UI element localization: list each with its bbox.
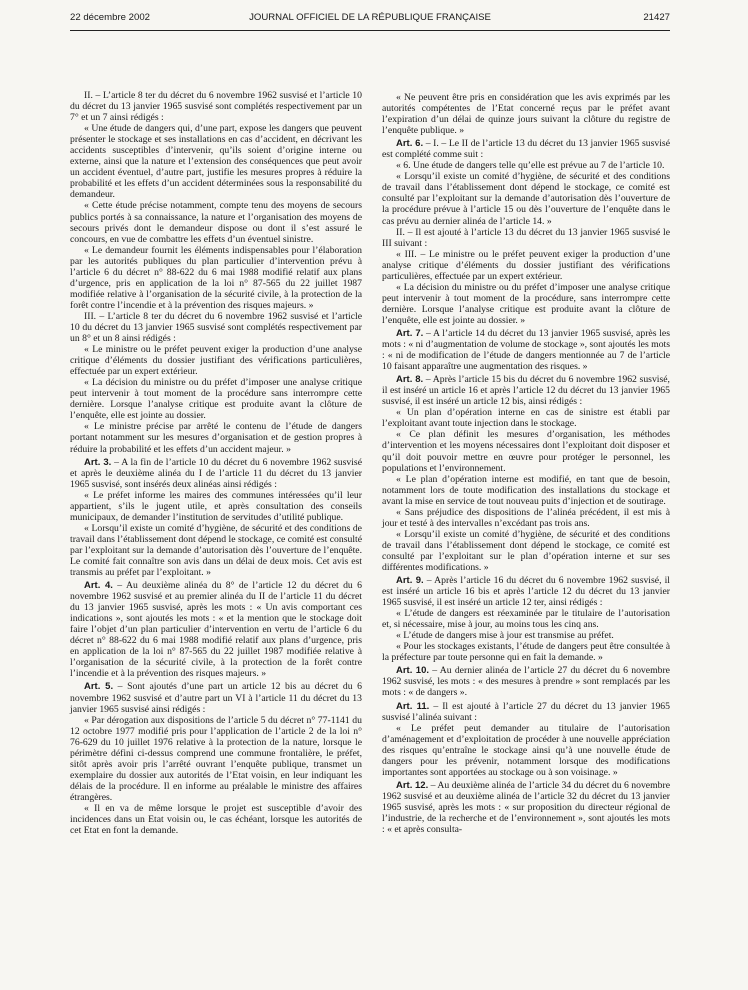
article-number: Art. 5. [84, 681, 114, 693]
paragraph-text: « Le ministre précise par arrêté le contenu de l’étude de dangers portant notamment sur les mesures d’organisation et de gestion propres à réduire la probabilité et les effets d’un accident majeur. » [70, 421, 362, 455]
paragraph [70, 377, 362, 421]
article-number: Art. 8. [396, 374, 424, 386]
paragraph [382, 227, 670, 249]
article-number: Art. 7. [396, 327, 424, 339]
article-paragraph [382, 374, 670, 407]
paragraph [382, 282, 670, 326]
paragraph-text: « Le demandeur fournit les éléments indispensables pour l’élaboration par les autorités publiques du plan particulier d’intervention prévu à l’article 6 du décret n° 88-622 du 6 mai 1988 modifié relatif aux plans d’urgence, pris en application de la loi n° 87-565 du 22 juillet 1987 modifiée relative à l’organisation de la sécurité civile, à la protection de la forêt contre l’incendie et à la prévention des risques majeurs. » [70, 244, 362, 311]
header-date: 22 décembre 2002 [70, 12, 151, 23]
paragraph-text: III. – L’article 8 ter du décret du 6 novembre 1962 susvisé et l’article 10 du décret du 13 janvier 1965 susvisé sont complétés respectivement par un 8° et un 8 ainsi rédigés : [70, 310, 362, 345]
paragraph-text: – Sont ajoutés d’une part un article 12 bis au décret du 6 novembre 1962 susvisé et d’autre part un VI à l’article 11 du décret du 13 janvier 1965 susvisé ainsi rédigés : [70, 681, 362, 715]
paragraph-text: « Une étude de dangers qui, d’une part, expose les dangers que peuvent présenter le stockage et ses installations en cas d’accident, en décrivant les accidents susceptibles d’intervenir, qu’ils soient d’origine interne ou externe, ainsi que la nature et l’extension des conséquences que peut avoir un accident éventuel, d’autre part, justifie les mesures propres à réduire la probabilité et les effets d’un accident déterminées sous la responsabilité du demandeur. [70, 123, 362, 201]
article-number: Art. 6. [396, 138, 424, 150]
header-page-number: 21427 [643, 12, 670, 23]
paragraph-text: « Sans préjudice des dispositions de l’alinéa précédent, il est mis à jour et testé à des intervalles n’excédant pas trois ans. [382, 506, 670, 529]
article-paragraph [70, 580, 362, 679]
paragraph [70, 200, 362, 244]
article-number: Art. 3. [84, 456, 112, 468]
paragraph-text: « Le plan d’opération interne est modifié, en tant que de besoin, notamment lors de toute modification des installations du stockage et avant la mise en service de tout nouveau puits d’injection et de soutirage. [382, 473, 670, 507]
article-paragraph [382, 665, 670, 698]
paragraph-text: « Le préfet peut demander au titulaire de l’autorisation d’aménagement et d’exploitation de procéder à une nouvelle appréciation des risques qu’entraîne le stockage ainsi qu’à une nouvelle étude de dangers pour les prévenir, notamment lorsque des modifications importantes sont apportées au stockage ou à son voisinage. » [382, 722, 670, 778]
paragraph-text: « Le préfet informe les maires des communes intéressées qu’il leur appartient, s’ils le jugent utile, et après consultation des conseils municipaux, de demander l’institution de servitudes d’utilité publique. [70, 489, 362, 523]
article-number: Art. 12. [396, 779, 429, 791]
paragraph-text: II. – L’article 8 ter du décret du 6 novembre 1962 susvisé et l’article 10 du décret du 13 janvier 1965 susvisé sont complétés respectivement par un 7° et un 7 ainsi rédigés : [70, 90, 362, 124]
paragraph [382, 160, 670, 171]
paragraph-text: « Ce plan définit les mesures d’organisation, les méthodes d’intervention et les moyens nécessaires dont l’exploitant doit disposer et qu’il doit pouvoir mettre en œuvre pour protéger le personnel, les populations et l’environnement. [382, 429, 670, 474]
article-paragraph [382, 701, 670, 723]
paragraph-text: – Il est ajouté à l’article 27 du décret du 13 janvier 1965 susvisé l’alinéa suivant : [382, 700, 670, 723]
paragraph-text: – Au deuxième alinéa du 8° de l’article 12 du décret du 6 novembre 1962 susvisé et au premier alinéa du II de l’article 11 du décret du 13 janvier 1965 susvisé, après les mots : « Un avis comportant ces indications », sont ajoutés les mots : « et la mention que le stockage doit faire l’objet d’un plan particulier d’intervention en vertu de l’article 6 du décret n° 88-622 du 6 mai 1988 modifié relatif aux plans d’urgence, pris en application de la loi n° 87-565 du 22 juillet 1987 modifiée relative à l’organisation de la sécurité civile, à la protection de la forêt contre l’incendie et à la prévention des risques majeurs. » [70, 580, 362, 680]
article-paragraph [382, 138, 670, 160]
article-paragraph [382, 328, 670, 372]
paragraph [382, 723, 670, 778]
paragraph [382, 630, 670, 641]
paragraph-text: – Après l’article 15 bis du décret du 6 novembre 1962 susvisé, il est inséré un article 16 et après l’article 12 du décret du 13 janvier 1965 susvisé, il est inséré un article 12 bis, ainsi rédigés : [382, 374, 670, 408]
paragraph [382, 407, 670, 429]
paragraph [382, 249, 670, 282]
paragraph [70, 344, 362, 377]
paragraph [382, 474, 670, 507]
right-column [382, 92, 670, 835]
header-rule [70, 30, 670, 31]
paragraph-text: – A l’article 14 du décret du 13 janvier 1965 susvisé, après les mots : « ni d’augmentation de volume de stockage », sont ajoutés les mots : « ni de modification de l’étude de dangers mentionnée au 7 de l’article 10 faisant apparaître une augmentation des risques. » [382, 327, 670, 373]
paragraph-text: « L’étude de dangers mise à jour est transmise au préfet. [396, 630, 614, 642]
paragraph-text: « La décision du ministre ou du préfet d’imposer une analyse critique peut intervenir à tout moment de la procédure, sans interrompre cette dernière. Lorsque l’analyse critique est produite avant la clôture de l’enquête, elle est jointe au dossier. » [382, 281, 670, 326]
article-paragraph [70, 457, 362, 490]
paragraph [382, 608, 670, 630]
paragraph-text: « III. – Le ministre ou le préfet peuvent exiger la production d’une analyse critique d’éléments du dossier justifiant des vérifications particulières, effectuée par un expert extérieur. [382, 248, 670, 282]
paragraph [70, 245, 362, 311]
paragraph [382, 507, 670, 529]
paragraph [382, 529, 670, 573]
paragraph-text: – Au dernier alinéa de l’article 27 du décret du 6 novembre 1962 susvisé, les mots : « des mesures à prendre » sont remplacés par les mots : « de dangers ». [382, 665, 670, 699]
paragraph [70, 803, 362, 836]
paragraph [70, 421, 362, 454]
article-number: Art. 9. [396, 575, 424, 587]
paragraph [382, 429, 670, 473]
paragraph [70, 715, 362, 803]
paragraph-text: II. – Il est ajouté à l’article 13 du décret du 13 janvier 1965 susvisé le III suivant : [382, 226, 670, 249]
paragraph-text: « L’étude de dangers est réexaminée par le titulaire de l’autorisation et, si nécessaire, mise à jour, au moins tous les cinq ans. [382, 608, 670, 631]
paragraph-text: « Par dérogation aux dispositions de l’article 5 du décret n° 77-1141 du 12 octobre 1977 modifié pris pour l’application de l’article 2 de la loi n° 76-629 du 10 juillet 1976 relative à la protection de la nature, lorsque le périmètre défini ci-dessus comprend une commune frontalière, le préfet, sitôt après avoir pris l’arrêté ouvrant l’enquête publique, transmet un exemplaire du dossier aux autorités de l’Etat voisin, en leur indiquant les délais de la procédure. Il en informe au préalable le ministre des affaires étrangères. [70, 714, 362, 803]
paragraph [70, 311, 362, 344]
paragraph [382, 171, 670, 226]
paragraph [70, 90, 362, 123]
article-paragraph [382, 780, 670, 835]
paragraph-text: « Lorsqu’il existe un comité d’hygiène, de sécurité et des conditions de travail dans l’établissement dont dépend le stockage, ce comité est consulté par l’exploitant sur le plan d’opération interne et sur ses différentes modifications. » [382, 528, 670, 573]
article-number: Art. 4. [84, 580, 113, 592]
paragraph-text: – Après l’article 16 du décret du 6 novembre 1962 susvisé, il est inséré un article 16 bis et après l’article 12 du décret du 13 janvier 1965 susvisé, il est inséré un article 12 ter, ainsi rédigés : [382, 575, 670, 609]
article-number: Art. 10. [396, 665, 430, 677]
paragraph-text: « 6. Une étude de dangers telle qu’elle est prévue au 7 de l’article 10. [396, 160, 665, 172]
paragraph [382, 92, 670, 136]
paragraph [382, 641, 670, 663]
header-title: JOURNAL OFFICIEL DE LA RÉPUBLIQUE FRANÇAISE [249, 12, 491, 23]
article-paragraph [70, 681, 362, 714]
paragraph-text: « Un plan d’opération interne en cas de sinistre est établi par l’exploitant avant toute injection dans le stockage. [382, 407, 670, 430]
paragraph-text: – Au deuxième alinéa de l’article 34 du décret du 6 novembre 1962 susvisé et au deuxième alinéa de l’article 32 du décret du 13 janvier 1965 susvisé, après les mots : « sur proposition du directeur régional de l’industrie, de la recherche et de l’environnement », sont ajoutés les mots : « et après consulta- [382, 779, 670, 836]
article-number: Art. 11. [396, 700, 430, 712]
paragraph-text: « Pour les stockages existants, l’étude de dangers peut être consultée à la préfecture par toute personne qui en fait la demande. » [382, 641, 670, 664]
paragraph [70, 123, 362, 200]
paragraph-text: « Il en va de même lorsque le projet est susceptible d’avoir des incidences dans un Etat voisin ou, le cas échéant, lorsque les autorités de cet Etat en font la demande. [70, 803, 362, 837]
paragraph-text: « Lorsqu’il existe un comité d’hygiène, de sécurité et des conditions de travail dans l’établissement dont dépend le stockage, ce comité est consulté par l’exploitant sur la demande d’autorisation dès l’ouverture de l’enquête. Le comité fait connaître son avis dans un délai de deux mois. Cet avis est transmis au préfet par l’exploitant. » [70, 522, 362, 579]
paragraph-text: – A la fin de l’article 10 du décret du 6 novembre 1962 susvisé et après le deuxième alinéa du I de l’article 11 du décret du 13 janvier 1965 susvisé, sont insérés deux alinéas ainsi rédigés : [70, 456, 362, 490]
paragraph-text: – I. – Le II de l’article 13 du décret du 13 janvier 1965 susvisé est complété comme suit : [382, 138, 670, 161]
paragraph-text: « La décision du ministre ou du préfet d’imposer une analyse critique peut intervenir à tout moment de la procédure sans interrompre cette dernière. Lorsque l’analyse critique est produite avant la clôture de l’enquête, elle est jointe au dossier. [70, 377, 362, 422]
paragraph [70, 490, 362, 523]
paragraph-text: « Cette étude précise notamment, compte tenu des moyens de secours publics portés à sa connaissance, la nature et l’organisation des moyens de secours privés dont le demandeur dispose ou dont il s’est assuré le concours, en vue de combattre les effets d’un éventuel sinistre. [70, 200, 362, 245]
page-header [70, 12, 670, 26]
paragraph-text: « Lorsqu’il existe un comité d’hygiène, de sécurité et des conditions de travail dans l’établissement dont dépend le stockage, ce comité est consulté par l’exploitant sur la demande d’autorisation dès l’ouverture de la procédure prévue à l’article 15 ou dès l’ouverture de l’enquête dans le cas prévu au dernier alinéa de l’article 14. » [382, 171, 670, 227]
left-column [70, 90, 362, 836]
paragraph [70, 523, 362, 578]
paragraph-text: « Le ministre ou le préfet peuvent exiger la production d’une analyse critique d’éléments du dossier justifiant des vérifications particulières, effectuée par un expert extérieur. [70, 344, 362, 378]
paragraph-text: « Ne peuvent être pris en considération que les avis exprimés par les autorités compétentes de l’Etat concerné reçus par le préfet avant l’expiration d’un délai de quinze jours suivant la clôture du registre de l’enquête publique. » [382, 92, 670, 137]
article-paragraph [382, 575, 670, 608]
